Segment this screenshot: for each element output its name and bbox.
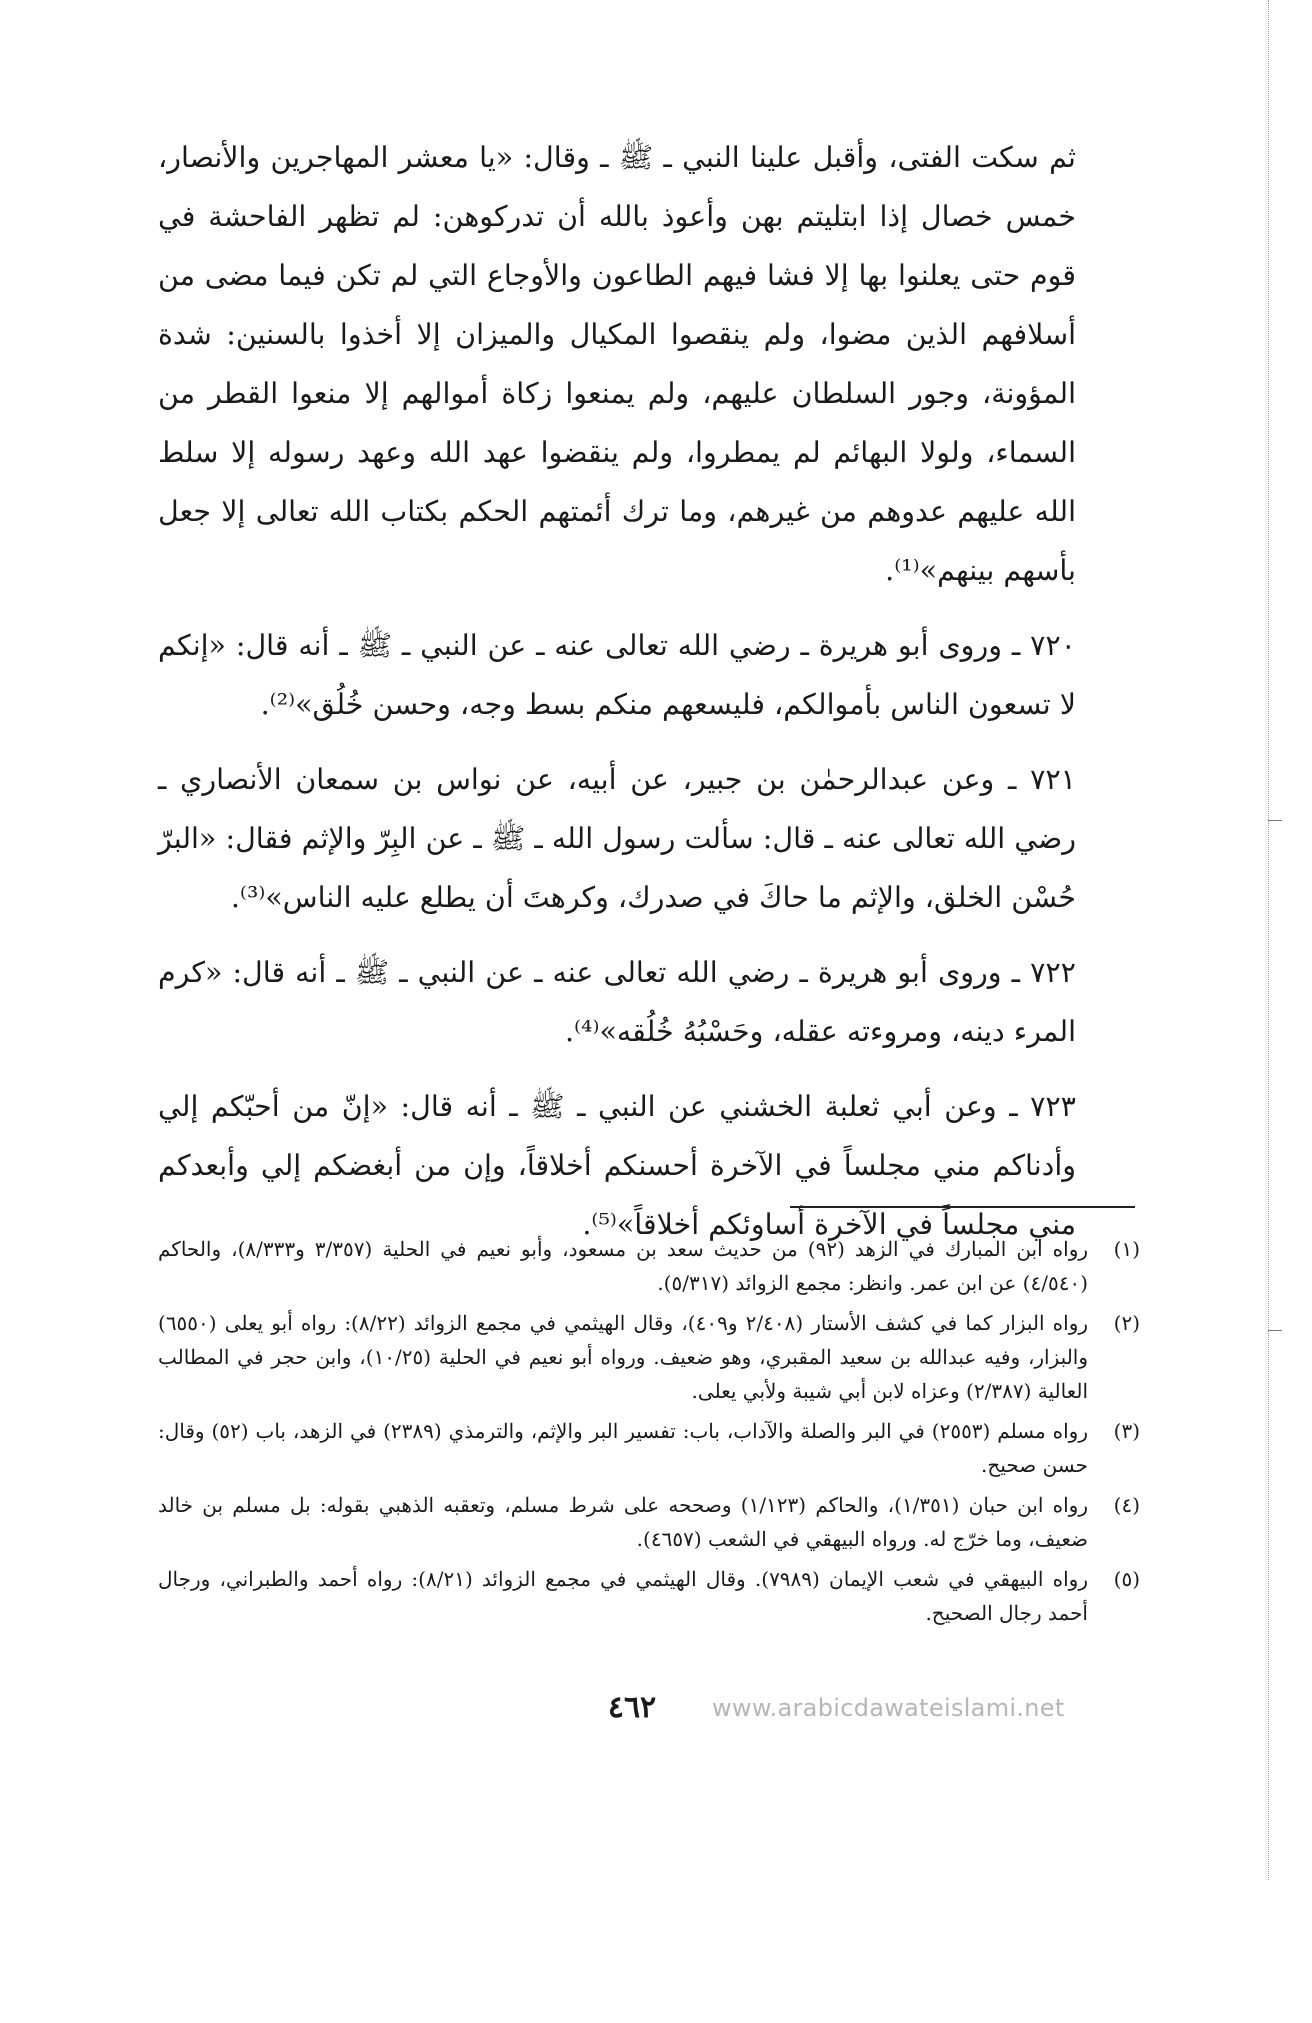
hadith-723: ٧٢٣ ـ وعن أبي ثعلبة الخشني عن النبي ـ ﷺ ـ أنه قال: «إنّ من أحبّكم إلي وأدناكم مني مجلساً في الآخرة أحسنكم أخلاقاً، وإن من أبغضكم إلي وأبعدكم مني مجلساً في الآخرة أساوئكم أخلاقاً»⁽⁵⁾. [158, 1090, 1076, 1241]
footnotes [158, 1232, 1140, 1636]
footnote-text: رواه البيهقي في شعب الإيمان (٧٩٨٩). وقال الهيثمي في مجمع الزوائد (٨/٢١): رواه أحمد والطبراني، ورجال أحمد رجال الصحيح. [158, 1567, 1088, 1625]
footnote-number: (٥) [1113, 1567, 1140, 1591]
paragraph: ثم سكت الفتى، وأقبل علينا النبي ـ ﷺ ـ وقال: «يا معشر المهاجرين والأنصار، خمس خصال إذا ابتليتم بهن وأعوذ بالله أن تدركوهن: لم تظهر الفاحشة في قوم حتى يعلنوا بها إلا فشا فيهم الطاعون والأوجاع التي لم تكن فيما مضى من أسلافهم الذين مضوا، ولم ينقصوا المكيال والميزان إلا أخذوا بالسنين: شدة المؤونة، وجور السلطان عليهم، ولم يمنعوا زكاة أموالهم إلا منعوا القطر من السماء، ولولا البهائم لم يمطروا، ولم ينقضوا عهد الله وعهد رسوله إلا سلط الله عليهم عدوهم من غيرهم، وما ترك أئمتهم الحكم بكتاب الله تعالى إلا جعل بأسهم بينهم»⁽¹⁾. [158, 141, 1076, 587]
scan-edge-tick [1268, 820, 1282, 821]
watermark: www.arabicdawateislami.net [712, 1694, 1065, 1722]
hadith-720: ٧٢٠ ـ وروى أبو هريرة ـ رضي الله تعالى عنه ـ عن النبي ـ ﷺ ـ أنه قال: «إنكم لا تسعون الناس بأموالكم، فليسعهم منكم بسط وجه، وحسن خُلُق»⁽²⁾. [158, 629, 1076, 721]
footnote-separator [790, 1206, 1135, 1208]
footnote-3 [158, 1414, 1140, 1482]
footnote-number: (٣) [1113, 1419, 1140, 1443]
footnote-4 [158, 1488, 1140, 1556]
footnote-1 [158, 1232, 1140, 1300]
footnote-text: رواه مسلم (٢٥٥٣) في البر والصلة والآداب، باب: تفسير البر والإثم، والترمذي (٢٣٨٩) في الزهد، باب (٥٢) وقال: حسن صحيح. [158, 1419, 1088, 1477]
hadith-721: ٧٢١ ـ وعن عبدالرحمٰن بن جبير، عن أبيه، عن نواس بن سمعان الأنصاري ـ رضي الله تعالى عنه ـ قال: سألت رسول الله ـ ﷺ ـ عن البِرّ والإثم فقال: «البرّ حُسْن الخلق، والإثم ما حاكَ في صدرك، وكرهتَ أن يطلع عليه الناس»⁽³⁾. [158, 763, 1076, 914]
main-text [158, 128, 1076, 1270]
page-number: ٤٦٢ [607, 1690, 657, 1725]
hadith-722: ٧٢٢ ـ وروى أبو هريرة ـ رضي الله تعالى عنه ـ عن النبي ـ ﷺ ـ أنه قال: «كرم المرء دينه، ومروءته عقله، وحَسْبُهُ خُلُقه»⁽⁴⁾. [158, 956, 1076, 1048]
footnote-text: رواه ابن المبارك في الزهد (٩٢) من حديث سعد بن مسعود، وأبو نعيم في الحلية (٣/٣٥٧ و٨/٣٣٣)، والحاكم (٤/٥٤٠) عن ابن عمر. وانظر: مجمع الزوائد (٥/٣١٧). [158, 1237, 1089, 1295]
footnote-number: (٢) [1113, 1311, 1140, 1335]
footnote-2 [158, 1306, 1140, 1408]
footnote-5 [158, 1562, 1140, 1630]
scan-edge-tick [1268, 1330, 1282, 1331]
scan-edge-line [1268, 0, 1269, 1880]
footnote-text: رواه ابن حبان (١/٣٥١)، والحاكم (١/١٢٣) وصححه على شرط مسلم، وتعقبه الذهبي بقوله: بل مسلم بن خالد ضعيف، وما خرّج له. ورواه البيهقي في الشعب (٤٦٥٧). [158, 1493, 1088, 1551]
footnote-number: (٤) [1113, 1493, 1140, 1517]
footnote-text: رواه البزار كما في كشف الأستار (٢/٤٠٨ و٤٠٩)، وقال الهيثمي في مجمع الزوائد (٨/٢٢): رواه أبو يعلى (٦٥٥٠) والبزار، وفيه عبدالله بن سعيد المقبري، وهو ضعيف. ورواه أبو نعيم في الحلية (١٠/٢٥)، وابن حجر في المطالب العالية (٢/٣٨٧) وعزاه لابن أبي شيبة ولأبي يعلى. [158, 1311, 1089, 1403]
footnote-number: (١) [1113, 1237, 1140, 1261]
